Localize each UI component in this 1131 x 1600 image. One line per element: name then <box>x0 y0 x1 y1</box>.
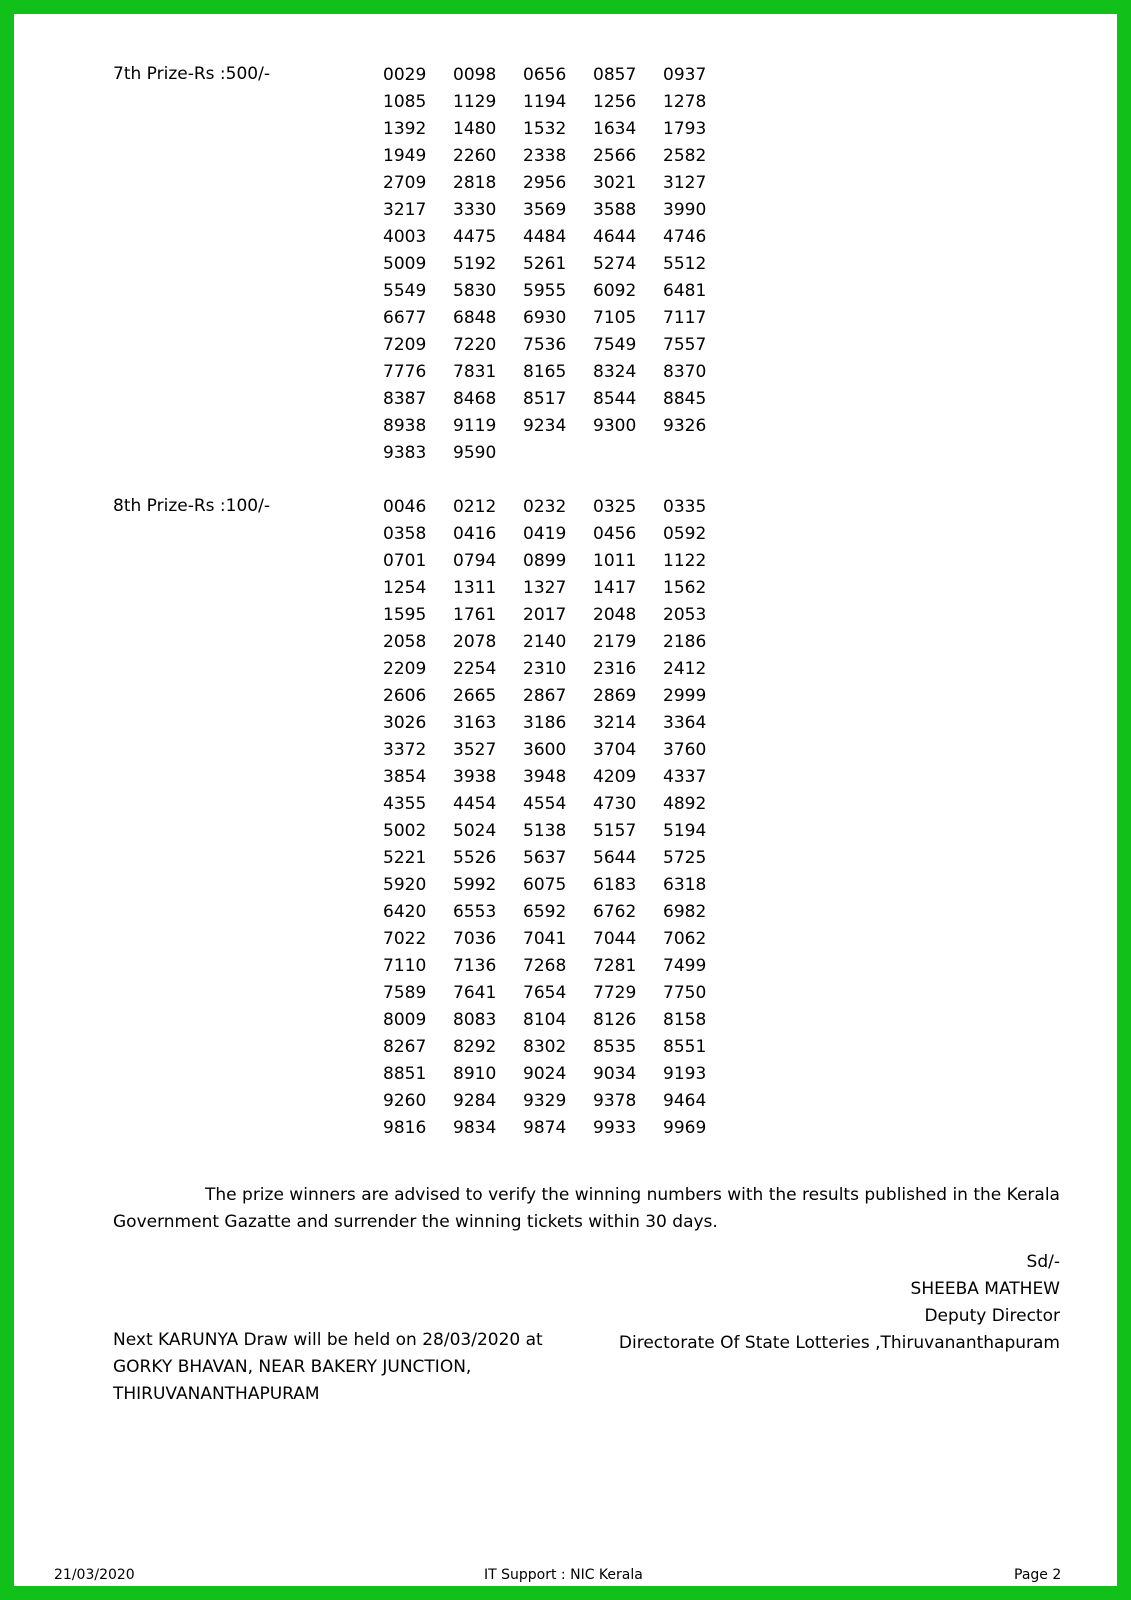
winning-number: 8551 <box>663 1037 707 1057</box>
winning-number: 9024 <box>523 1064 567 1084</box>
number-row <box>383 979 733 1006</box>
winning-number: 7549 <box>593 335 637 355</box>
winning-number: 2709 <box>383 173 427 193</box>
winning-number: 5192 <box>453 254 497 274</box>
winning-number: 5549 <box>383 281 427 301</box>
winning-number: 5024 <box>453 821 497 841</box>
winning-number: 0656 <box>523 65 567 85</box>
winning-number: 4454 <box>453 794 497 814</box>
footer-date: 21/03/2020 <box>54 1567 135 1583</box>
signatory-designation: Deputy Director <box>924 1306 1060 1326</box>
winning-number: 4003 <box>383 227 427 247</box>
winning-number: 8324 <box>593 362 637 382</box>
winning-number: 9383 <box>383 443 427 463</box>
winning-number: 3948 <box>523 767 567 787</box>
next-draw-line: Next KARUNYA Draw will be held on 28/03/2020 at <box>113 1330 543 1350</box>
number-row <box>383 925 733 952</box>
winning-number: 9034 <box>593 1064 637 1084</box>
winning-number: 6318 <box>663 875 707 895</box>
winning-number: 4746 <box>663 227 707 247</box>
winning-number: 7268 <box>523 956 567 976</box>
winning-number: 7750 <box>663 983 707 1003</box>
winning-number: 8126 <box>593 1010 637 1030</box>
number-row <box>383 1033 733 1060</box>
number-row <box>383 61 733 88</box>
winning-number: 7499 <box>663 956 707 976</box>
winning-number: 2316 <box>593 659 637 679</box>
signatory-name: SHEEBA MATHEW <box>910 1279 1060 1299</box>
number-row <box>383 493 733 520</box>
winning-number: 3021 <box>593 173 637 193</box>
next-draw-info <box>113 1327 543 1408</box>
winning-number: 0456 <box>593 524 637 544</box>
winning-number: 8535 <box>593 1037 637 1057</box>
winning-number: 1949 <box>383 146 427 166</box>
winning-number: 8267 <box>383 1037 427 1057</box>
winning-number: 5512 <box>663 254 707 274</box>
winning-number: 8851 <box>383 1064 427 1084</box>
winning-number: 3364 <box>663 713 707 733</box>
winning-number: 7117 <box>663 308 707 328</box>
winning-number: 5992 <box>453 875 497 895</box>
winning-number: 1254 <box>383 578 427 598</box>
winning-number: 0029 <box>383 65 427 85</box>
number-row <box>383 142 733 169</box>
winning-number: 9329 <box>523 1091 567 1111</box>
winning-number: 8544 <box>593 389 637 409</box>
winning-number: 7776 <box>383 362 427 382</box>
number-row <box>383 412 733 439</box>
winning-number: 9378 <box>593 1091 637 1111</box>
winning-number: 8370 <box>663 362 707 382</box>
winning-number: 6183 <box>593 875 637 895</box>
winning-number: 7044 <box>593 929 637 949</box>
winning-number: 7036 <box>453 929 497 949</box>
winning-number: 8104 <box>523 1010 567 1030</box>
winning-number: 6553 <box>453 902 497 922</box>
winning-number: 4484 <box>523 227 567 247</box>
winning-number: 5955 <box>523 281 567 301</box>
winning-number: 9284 <box>453 1091 497 1111</box>
winning-number: 0358 <box>383 524 427 544</box>
winning-number: 9834 <box>453 1118 497 1138</box>
winning-number: 2140 <box>523 632 567 652</box>
winning-number: 9193 <box>663 1064 707 1084</box>
winning-number: 5637 <box>523 848 567 868</box>
winning-number: 7209 <box>383 335 427 355</box>
winning-number: 1256 <box>593 92 637 112</box>
number-row <box>383 1006 733 1033</box>
signatory-office: Directorate Of State Lotteries ,Thiruvananthapuram <box>618 1333 1060 1353</box>
winning-number: 2566 <box>593 146 637 166</box>
number-row <box>383 277 733 304</box>
number-row <box>383 547 733 574</box>
number-row <box>383 1060 733 1087</box>
winning-number: 8165 <box>523 362 567 382</box>
winning-number: 3569 <box>523 200 567 220</box>
winning-number: 3588 <box>593 200 637 220</box>
winning-number: 6092 <box>593 281 637 301</box>
winning-number: 4337 <box>663 767 707 787</box>
winning-number: 1793 <box>663 119 707 139</box>
number-row <box>383 871 733 898</box>
winning-number: 9119 <box>453 416 497 436</box>
winning-number: 6848 <box>453 308 497 328</box>
winning-number: 3760 <box>663 740 707 760</box>
winning-number: 7729 <box>593 983 637 1003</box>
winning-number: 7831 <box>453 362 497 382</box>
winning-number: 3704 <box>593 740 637 760</box>
footer-support: IT Support : NIC Kerala <box>484 1567 643 1583</box>
number-row <box>383 952 733 979</box>
winning-number: 5920 <box>383 875 427 895</box>
winning-number: 9464 <box>663 1091 707 1111</box>
winning-number: 8158 <box>663 1010 707 1030</box>
notice-line: The prize winners are advised to verify the winning numbers with the results published in the Kerala <box>205 1185 1060 1205</box>
winning-number: 0046 <box>383 497 427 517</box>
number-row <box>383 655 733 682</box>
number-row <box>383 1114 733 1141</box>
number-row <box>383 439 733 466</box>
winning-number: 3026 <box>383 713 427 733</box>
winning-number: 8387 <box>383 389 427 409</box>
winning-number: 2338 <box>523 146 567 166</box>
winning-number: 0857 <box>593 65 637 85</box>
winning-number: 2999 <box>663 686 707 706</box>
winning-number: 4355 <box>383 794 427 814</box>
winning-number: 8009 <box>383 1010 427 1030</box>
winning-number: 1129 <box>453 92 497 112</box>
winning-number: 1122 <box>663 551 707 571</box>
winning-number: 6592 <box>523 902 567 922</box>
number-row <box>383 574 733 601</box>
winning-number: 7589 <box>383 983 427 1003</box>
winning-number: 3854 <box>383 767 427 787</box>
winning-number: 7557 <box>663 335 707 355</box>
number-row <box>383 88 733 115</box>
winning-number: 5002 <box>383 821 427 841</box>
winning-number: 0232 <box>523 497 567 517</box>
winning-number: 0098 <box>453 65 497 85</box>
winning-number: 5009 <box>383 254 427 274</box>
winning-number: 0416 <box>453 524 497 544</box>
number-row <box>383 601 733 628</box>
winning-number: 2606 <box>383 686 427 706</box>
number-row <box>383 196 733 223</box>
winning-number: 6481 <box>663 281 707 301</box>
winning-number: 6677 <box>383 308 427 328</box>
winning-number: 3163 <box>453 713 497 733</box>
winning-number: 8845 <box>663 389 707 409</box>
number-row <box>383 169 733 196</box>
winning-number: 1278 <box>663 92 707 112</box>
winning-number: 2260 <box>453 146 497 166</box>
winning-number: 0937 <box>663 65 707 85</box>
winning-number: 5526 <box>453 848 497 868</box>
winning-number: 3127 <box>663 173 707 193</box>
number-row <box>383 898 733 925</box>
winning-number: 9300 <box>593 416 637 436</box>
number-row <box>383 682 733 709</box>
winning-number: 2209 <box>383 659 427 679</box>
winning-number: 6930 <box>523 308 567 328</box>
number-row <box>383 763 733 790</box>
winning-number: 0419 <box>523 524 567 544</box>
number-row <box>383 223 733 250</box>
winning-number: 2058 <box>383 632 427 652</box>
winning-number: 8468 <box>453 389 497 409</box>
winning-number: 2867 <box>523 686 567 706</box>
winning-number: 3990 <box>663 200 707 220</box>
winning-number: 9933 <box>593 1118 637 1138</box>
number-row <box>383 385 733 412</box>
number-row <box>383 790 733 817</box>
winning-number: 6982 <box>663 902 707 922</box>
winning-number: 8938 <box>383 416 427 436</box>
winning-number: 0335 <box>663 497 707 517</box>
prize-label: 7th Prize-Rs :500/- <box>113 64 270 84</box>
winning-number: 1392 <box>383 119 427 139</box>
winning-number: 0899 <box>523 551 567 571</box>
winning-number: 3186 <box>523 713 567 733</box>
winning-number: 1194 <box>523 92 567 112</box>
winning-number: 5261 <box>523 254 567 274</box>
footer-page-number: Page 2 <box>1014 1567 1062 1583</box>
winning-number: 9969 <box>663 1118 707 1138</box>
winning-number: 7110 <box>383 956 427 976</box>
winning-number: 3600 <box>523 740 567 760</box>
winning-number: 3372 <box>383 740 427 760</box>
winning-number: 6420 <box>383 902 427 922</box>
number-row <box>383 1087 733 1114</box>
winning-number: 2869 <box>593 686 637 706</box>
winning-number: 2310 <box>523 659 567 679</box>
winning-number: 3330 <box>453 200 497 220</box>
winning-number: 8302 <box>523 1037 567 1057</box>
winning-number: 3214 <box>593 713 637 733</box>
winning-number: 1011 <box>593 551 637 571</box>
winning-number: 2818 <box>453 173 497 193</box>
winning-number: 5194 <box>663 821 707 841</box>
winning-number: 0325 <box>593 497 637 517</box>
winning-number: 4644 <box>593 227 637 247</box>
number-row <box>383 520 733 547</box>
prize-label: 8th Prize-Rs :100/- <box>113 496 270 516</box>
winning-number: 2179 <box>593 632 637 652</box>
winning-number: 5644 <box>593 848 637 868</box>
winning-number: 9260 <box>383 1091 427 1111</box>
number-row <box>383 628 733 655</box>
winning-number: 0592 <box>663 524 707 544</box>
winning-number: 2053 <box>663 605 707 625</box>
winning-number: 7641 <box>453 983 497 1003</box>
winning-number: 9326 <box>663 416 707 436</box>
number-row <box>383 844 733 871</box>
winning-number: 5830 <box>453 281 497 301</box>
next-draw-venue: GORKY BHAVAN, NEAR BAKERY JUNCTION, <box>113 1357 472 1377</box>
winning-number: 2956 <box>523 173 567 193</box>
winning-number: 5221 <box>383 848 427 868</box>
next-draw-city: THIRUVANANTHAPURAM <box>113 1384 320 1404</box>
winning-number: 7041 <box>523 929 567 949</box>
winning-number: 9234 <box>523 416 567 436</box>
winning-number: 5138 <box>523 821 567 841</box>
winning-number: 8083 <box>453 1010 497 1030</box>
winning-number: 3527 <box>453 740 497 760</box>
winning-number: 1532 <box>523 119 567 139</box>
winning-number: 9816 <box>383 1118 427 1138</box>
winning-number: 7220 <box>453 335 497 355</box>
winning-number: 5157 <box>593 821 637 841</box>
winning-number: 1417 <box>593 578 637 598</box>
winning-number: 2665 <box>453 686 497 706</box>
winning-number: 7105 <box>593 308 637 328</box>
winning-number: 8292 <box>453 1037 497 1057</box>
winning-number: 2048 <box>593 605 637 625</box>
winning-number: 1085 <box>383 92 427 112</box>
number-row <box>383 709 733 736</box>
winning-number: 4209 <box>593 767 637 787</box>
winning-number: 7281 <box>593 956 637 976</box>
winning-number: 9874 <box>523 1118 567 1138</box>
winning-number: 2186 <box>663 632 707 652</box>
winning-number: 5274 <box>593 254 637 274</box>
winning-number: 4475 <box>453 227 497 247</box>
winning-number: 2078 <box>453 632 497 652</box>
winning-number: 1634 <box>593 119 637 139</box>
winning-number: 0701 <box>383 551 427 571</box>
winning-number: 2412 <box>663 659 707 679</box>
notice-paragraph <box>113 1182 1093 1236</box>
winning-number: 1327 <box>523 578 567 598</box>
winning-number: 7654 <box>523 983 567 1003</box>
signature-sd: Sd/- <box>1026 1252 1060 1272</box>
number-row <box>383 115 733 142</box>
winning-number: 4730 <box>593 794 637 814</box>
winning-number: 1311 <box>453 578 497 598</box>
winning-number: 9590 <box>453 443 497 463</box>
winning-number: 8910 <box>453 1064 497 1084</box>
winning-number: 2254 <box>453 659 497 679</box>
number-row <box>383 736 733 763</box>
winning-number: 3938 <box>453 767 497 787</box>
winning-number: 1480 <box>453 119 497 139</box>
winning-number: 4554 <box>523 794 567 814</box>
winning-number: 1562 <box>663 578 707 598</box>
winning-number: 1595 <box>383 605 427 625</box>
winning-number: 1761 <box>453 605 497 625</box>
winning-number: 2017 <box>523 605 567 625</box>
number-row <box>383 304 733 331</box>
winning-numbers <box>383 493 733 1141</box>
winning-number: 7136 <box>453 956 497 976</box>
number-row <box>383 358 733 385</box>
number-row <box>383 817 733 844</box>
winning-number: 0794 <box>453 551 497 571</box>
winning-number: 3217 <box>383 200 427 220</box>
notice-line: Government Gazatte and surrender the winning tickets within 30 days. <box>113 1212 718 1232</box>
winning-number: 7536 <box>523 335 567 355</box>
winning-number: 5725 <box>663 848 707 868</box>
number-row <box>383 250 733 277</box>
winning-number: 6762 <box>593 902 637 922</box>
winning-number: 7022 <box>383 929 427 949</box>
winning-number: 2582 <box>663 146 707 166</box>
winning-number: 8517 <box>523 389 567 409</box>
winning-number: 4892 <box>663 794 707 814</box>
winning-numbers <box>383 61 733 466</box>
winning-number: 6075 <box>523 875 567 895</box>
winning-number: 0212 <box>453 497 497 517</box>
number-row <box>383 331 733 358</box>
winning-number: 7062 <box>663 929 707 949</box>
